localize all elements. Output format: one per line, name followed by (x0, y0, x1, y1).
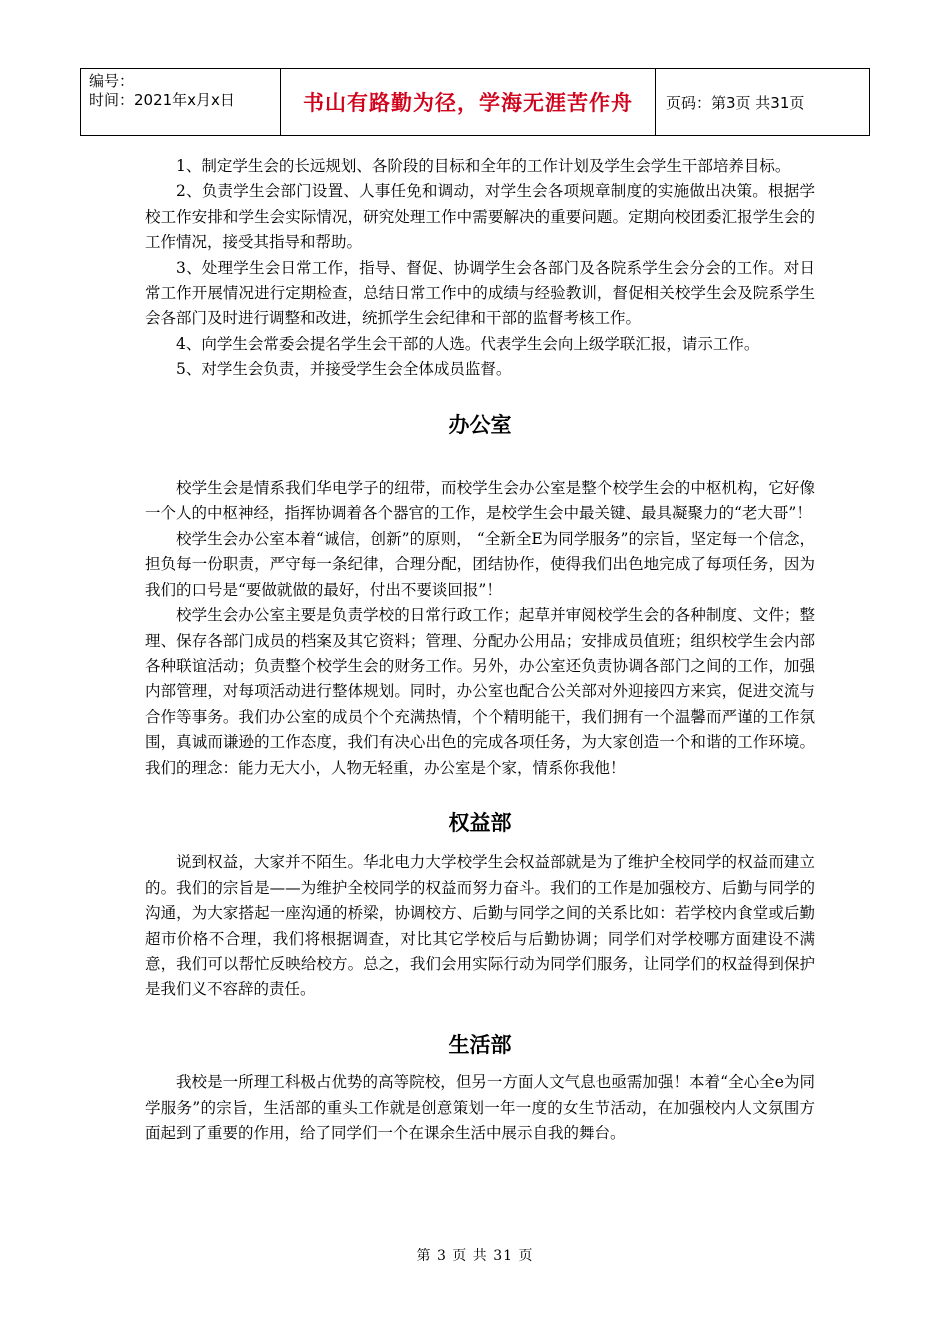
header-page-info: 页码：第3页 共31页 (666, 93, 805, 112)
rights-paragraph-1: 说到权益，大家并不陌生。华北电力大学校学生会权益部就是为了维护全校同学的权益而建立的。我们的宗旨是——为维护全校同学的权益而努力奋斗。我们的工作是加强校方、后勤与同学的沟通，为大家搭起一座沟通的桥梁，协调校方、后勤与同学之间的关系比如：若学校内食堂或后勤超市价格不合理，我们将根据调查，对比其它学校后与后勤协调；同学们对学校哪方面建设不满意，我们可以帮忙反映给校方。总之，我们会用实际行动为同学们服务，让同学们的权益得到保护是我们义不容辞的责任。 (145, 853, 815, 999)
section-title-life: 生活部 (448, 1032, 512, 1057)
office-paragraph-3: 校学生会办公室主要是负责学校的日常行政工作；起草并审阅校学生会的各种制度、文件；整理、保存各部门成员的档案及其它资料；管理、分配办公用品；安排成员值班；组织校学生会内部各种联谊活动；负责整个校学生会的财务工作。另外，办公室还负责协调各部门之间的工作，加强内部管理，对每项活动进行整体规划。同时，办公室也配合公关部对外迎接四方来宾，促进交流与合作等事务。我们办公室的成员个个充满热情，个个精明能干，我们拥有一个温馨而严谨的工作氛围，真诚而谦逊的工作态度，我们有决心出色的完成各项任务，为大家创造一个和谐的工作环境。我们的理念：能力无大小，人物无轻重，办公室是个家，情系你我他！ (145, 606, 815, 777)
doc-time-label: 时间：2021年x月x日 (89, 91, 235, 109)
duty-item-2: 2、负责学生会部门设置、人事任免和调动，对学生会各项规章制度的实施做出决策。根据学校工作安排和学生会实际情况，研究处理工作中需要解决的重要问题。定期向校团委汇报学生会的工作情况，接受其指导和帮助。 (145, 182, 815, 252)
duty-item-3: 3、处理学生会日常工作，指导、督促、协调学生会各部门及各院系学生会分会的工作。对日常工作开展情况进行定期检查，总结日常工作中的成绩与经验教训，督促相关校学生会及院系学生会各部门及时进行调整和改进，统抓学生会纪律和干部的监督考核工作。 (145, 258, 815, 328)
duty-item-5: 5、对学生会负责，并接受学生会全体成员监督。 (176, 360, 512, 379)
header-motto: 书山有路勤为径，学海无涯苦作舟 (281, 69, 656, 135)
duty-item-1: 1、制定学生会的长远规划、各阶段的目标和全年的工作计划及学生会学生干部培养目标。 (176, 157, 791, 175)
page-header (80, 68, 870, 136)
header-meta (81, 69, 281, 135)
office-paragraph-2: 校学生会办公室本着“诚信，创新”的原则， “全新全E为同学服务”的宗旨，坚定每一个信念，担负每一份职责，严守每一条纪律，合理分配，团结协作，使得我们出色地完成了每项任务，因为我们的口号是“要做就做的最好，付出不要谈回报”！ (145, 529, 815, 599)
page-footer: 第 3 页 共 31 页 (416, 1248, 534, 1264)
life-paragraph-1: 我校是一所理工科极占优势的高等院校，但另一方面人文气息也亟需加强！本着“全心全e为同学服务”的宗旨，生活部的重头工作就是创意策划一年一度的女生节活动，在加强校内人文氛围方面起到了重要的作用，给了同学们一个在课余生活中展示自我的舞台。 (145, 1073, 815, 1142)
doc-number-label: 编号： (89, 72, 135, 90)
section-title-office: 办公室 (448, 412, 512, 437)
duty-item-4: 4、向学生会常委会提名学生会干部的人选。代表学生会向上级学联汇报，请示工作。 (176, 334, 760, 353)
section-title-rights: 权益部 (448, 810, 512, 835)
document-body (145, 154, 815, 1146)
office-paragraph-1: 校学生会是情系我们华电学子的纽带，而校学生会办公室是整个校学生会的中枢机构，它好像一个人的中枢神经，指挥协调着各个器官的工作，是校学生会中最关键、最具凝聚力的“老大哥”！ (145, 479, 815, 523)
